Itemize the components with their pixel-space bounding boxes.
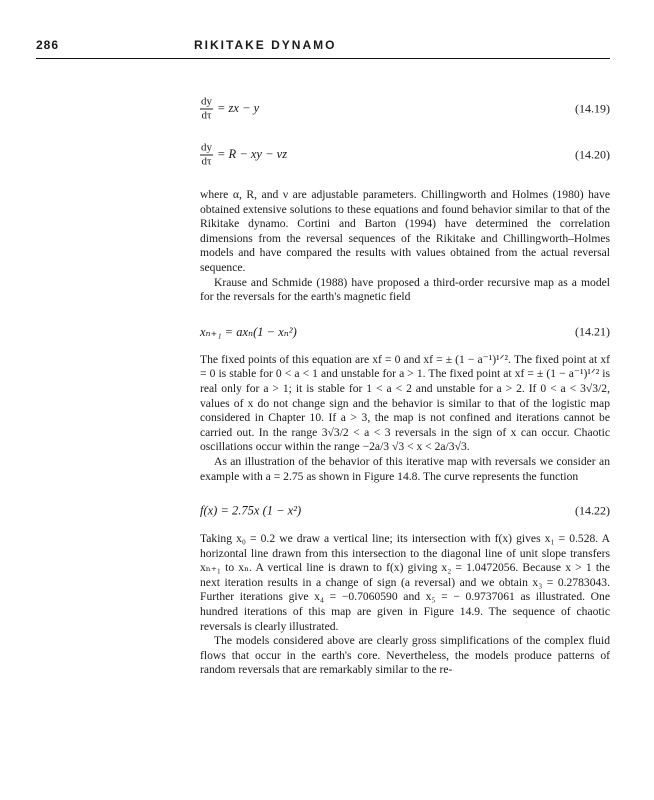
paragraph-iterations: Taking x₀ = 0.2 we draw a vertical line; its intersection with f(x) gives x₁ = 0.528. A horizontal line drawn from this intersection to the diagonal line of unit slope transfers xₙ₊₁ to xₙ. A vertical line is drawn to f(x) giving x₂ = 1.0472056. Because x > 1 the next iteration results in a change of sign (a reversal) and we obtain x₃ = 0.2783043. Further iterations give x₄ = −0.7060590 and x₅ = − 0.9737061 as illustrated. One hundred iterations of this map are given in Figure 14.9. The sequence of chaotic reversals is clearly illustrated. — [200, 532, 610, 633]
equation-number: (14.22) — [575, 503, 610, 518]
equation-number: (14.21) — [575, 324, 610, 339]
equation-expression — [200, 96, 259, 123]
equation-expression — [200, 142, 287, 169]
paragraph-fixed-points: The fixed points of this equation are xf = 0 and xf = ± (1 − a⁻¹)¹ᐟ². The fixed point at xf = 0 is stable for 0 < a < 1 and unstable for a > 1. The fixed point at xf = ± (1 − a⁻¹)¹ᐟ² is real only for a > 1; it is stable for 1 < a < 2 and unstable for a > 2. If 0 < a < 3√3/2, values of x do not change sign and the behavior is similar to that of the logistic map considered in Chapter 10. If a > 3, the map is not confined and iterations cannot be carried out. In the range 3√3/2 < a < 3 reversals in the sign of x can occur. Chaotic oscillations occur within the range −2a/3 √3 < x < 2a/3√3. — [200, 352, 610, 454]
page-body — [200, 90, 610, 678]
equation-expression: xₙ₊₁ = axₙ(1 − xₙ²) — [200, 324, 297, 339]
equation-rhs: = R − xy − νz — [217, 146, 288, 161]
page-number: 286 — [36, 38, 60, 52]
paragraph-parameters: where α, R, and ν are adjustable parameters. Chillingworth and Holmes (1980) have obtained extensive solutions to these equations and found behavior similar to that of the Rikitake dynamo. Cortini and Barton (1994) have determined the correlation dimensions from the reversal sequences of the Rikitake and Chillingworth–Holmes models and have compared the results with values obtained from the actual reversal sequence. — [200, 188, 610, 274]
derivative-fraction — [200, 96, 213, 123]
equation-number: (14.20) — [575, 147, 610, 162]
equation-14-21 — [200, 319, 610, 345]
paragraph-models: The models considered above are clearly gross simplifications of the complex fluid flows that occur in the earth's core. Nevertheless, the models produce patterns of random reversals that are remarkably similar to the re- — [200, 634, 610, 677]
equation-expression: f(x) = 2.75x (1 − x²) — [200, 503, 302, 518]
fraction-numerator: dy — [201, 141, 212, 154]
paragraph-krause: Krause and Schmide (1988) have proposed a third-order recursive map as a model for the reversals for the earth's magnetic field — [200, 275, 610, 304]
equation-14-19 — [200, 90, 610, 128]
fraction-denominator: dτ — [201, 109, 212, 122]
running-title: RIKITAKE DYNAMO — [194, 38, 337, 52]
equation-number: (14.19) — [575, 101, 610, 116]
equation-14-20 — [200, 136, 610, 174]
equation-14-22 — [200, 498, 610, 524]
fraction-denominator: dτ — [201, 155, 212, 168]
equation-rhs: = zx − y — [217, 100, 260, 115]
page-header — [36, 38, 610, 59]
paragraph-illustration: As an illustration of the behavior of this iterative map with reversals we consider an example with a = 2.75 as shown in Figure 14.8. The curve represents the function — [200, 454, 610, 483]
derivative-fraction — [200, 142, 213, 169]
fraction-numerator: dy — [201, 95, 212, 108]
